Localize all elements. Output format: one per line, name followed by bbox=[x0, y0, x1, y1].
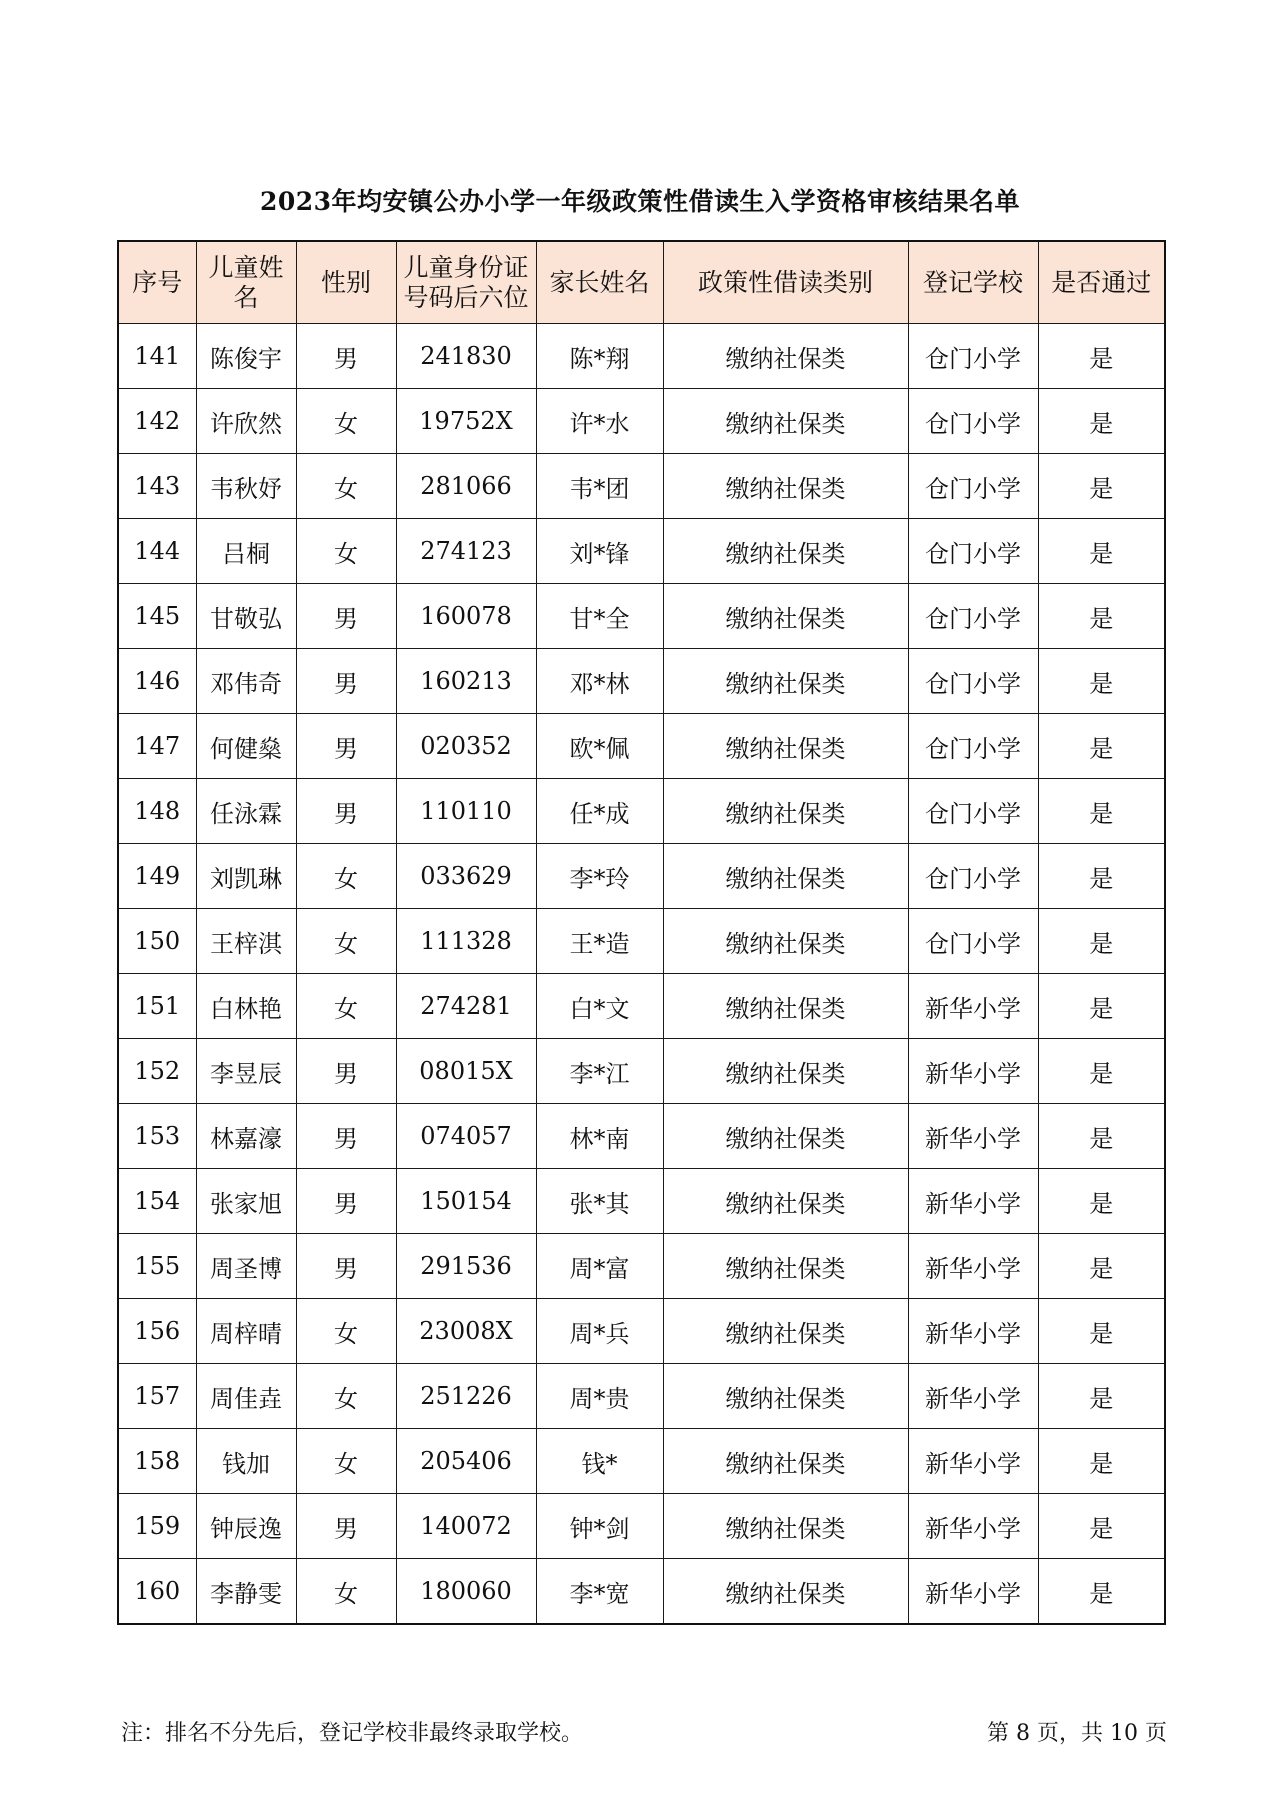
cell-category: 缴纳社保类 bbox=[663, 324, 908, 389]
cell-passed: 是 bbox=[1038, 1039, 1165, 1104]
table-row bbox=[118, 714, 1165, 779]
cell-child-name: 何健燊 bbox=[196, 714, 296, 779]
cell-id-suffix: 033629 bbox=[396, 844, 536, 909]
cell-category: 缴纳社保类 bbox=[663, 1234, 908, 1299]
cell-passed: 是 bbox=[1038, 1104, 1165, 1169]
cell-index: 156 bbox=[118, 1299, 196, 1364]
cell-school: 新华小学 bbox=[908, 1104, 1038, 1169]
table-row bbox=[118, 1104, 1165, 1169]
cell-passed: 是 bbox=[1038, 779, 1165, 844]
header-passed: 是否通过 bbox=[1038, 241, 1165, 324]
cell-category: 缴纳社保类 bbox=[663, 389, 908, 454]
cell-school: 新华小学 bbox=[908, 1039, 1038, 1104]
cell-index: 160 bbox=[118, 1559, 196, 1625]
cell-category: 缴纳社保类 bbox=[663, 1104, 908, 1169]
cell-gender: 男 bbox=[296, 714, 396, 779]
cell-gender: 男 bbox=[296, 584, 396, 649]
cell-id-suffix: 274281 bbox=[396, 974, 536, 1039]
cell-index: 146 bbox=[118, 649, 196, 714]
cell-index: 150 bbox=[118, 909, 196, 974]
cell-index: 143 bbox=[118, 454, 196, 519]
cell-parent-name: 林*南 bbox=[536, 1104, 663, 1169]
cell-child-name: 李静雯 bbox=[196, 1559, 296, 1625]
cell-passed: 是 bbox=[1038, 909, 1165, 974]
cell-school: 仓门小学 bbox=[908, 779, 1038, 844]
header-id-suffix bbox=[396, 241, 536, 324]
cell-category: 缴纳社保类 bbox=[663, 584, 908, 649]
cell-index: 152 bbox=[118, 1039, 196, 1104]
cell-index: 147 bbox=[118, 714, 196, 779]
table-row bbox=[118, 389, 1165, 454]
cell-id-suffix: 020352 bbox=[396, 714, 536, 779]
cell-passed: 是 bbox=[1038, 519, 1165, 584]
cell-id-suffix: 291536 bbox=[396, 1234, 536, 1299]
cell-passed: 是 bbox=[1038, 1364, 1165, 1429]
cell-gender: 女 bbox=[296, 1559, 396, 1625]
cell-gender: 女 bbox=[296, 389, 396, 454]
cell-id-suffix: 19752X bbox=[396, 389, 536, 454]
cell-gender: 男 bbox=[296, 1169, 396, 1234]
cell-passed: 是 bbox=[1038, 584, 1165, 649]
header-parent-name: 家长姓名 bbox=[536, 241, 663, 324]
cell-child-name: 韦秋妤 bbox=[196, 454, 296, 519]
cell-child-name: 张家旭 bbox=[196, 1169, 296, 1234]
table-row bbox=[118, 584, 1165, 649]
cell-gender: 男 bbox=[296, 1104, 396, 1169]
cell-school: 新华小学 bbox=[908, 1234, 1038, 1299]
cell-passed: 是 bbox=[1038, 454, 1165, 519]
cell-school: 仓门小学 bbox=[908, 649, 1038, 714]
table-row bbox=[118, 974, 1165, 1039]
cell-index: 145 bbox=[118, 584, 196, 649]
cell-parent-name: 韦*团 bbox=[536, 454, 663, 519]
cell-gender: 男 bbox=[296, 1234, 396, 1299]
cell-child-name: 林嘉濠 bbox=[196, 1104, 296, 1169]
cell-child-name: 吕桐 bbox=[196, 519, 296, 584]
cell-index: 151 bbox=[118, 974, 196, 1039]
table-row bbox=[118, 1494, 1165, 1559]
table-row bbox=[118, 844, 1165, 909]
cell-passed: 是 bbox=[1038, 714, 1165, 779]
table-row bbox=[118, 1169, 1165, 1234]
cell-passed: 是 bbox=[1038, 1169, 1165, 1234]
cell-school: 仓门小学 bbox=[908, 909, 1038, 974]
cell-parent-name: 周*贵 bbox=[536, 1364, 663, 1429]
cell-parent-name: 欧*佩 bbox=[536, 714, 663, 779]
cell-child-name: 钟辰逸 bbox=[196, 1494, 296, 1559]
cell-parent-name: 刘*锋 bbox=[536, 519, 663, 584]
document-title: 2023年均安镇公办小学一年级政策性借读生入学资格审核结果名单 bbox=[259, 187, 1021, 216]
cell-parent-name: 任*成 bbox=[536, 779, 663, 844]
cell-child-name: 白林艳 bbox=[196, 974, 296, 1039]
cell-parent-name: 李*宽 bbox=[536, 1559, 663, 1625]
cell-gender: 女 bbox=[296, 974, 396, 1039]
cell-category: 缴纳社保类 bbox=[663, 844, 908, 909]
cell-parent-name: 李*玲 bbox=[536, 844, 663, 909]
cell-index: 144 bbox=[118, 519, 196, 584]
header-index: 序号 bbox=[118, 241, 196, 324]
cell-category: 缴纳社保类 bbox=[663, 649, 908, 714]
header-category: 政策性借读类别 bbox=[663, 241, 908, 324]
cell-school: 新华小学 bbox=[908, 1494, 1038, 1559]
cell-parent-name: 周*兵 bbox=[536, 1299, 663, 1364]
table-row bbox=[118, 1039, 1165, 1104]
cell-passed: 是 bbox=[1038, 389, 1165, 454]
cell-category: 缴纳社保类 bbox=[663, 909, 908, 974]
table-row bbox=[118, 1429, 1165, 1494]
table-row bbox=[118, 1559, 1165, 1625]
cell-parent-name: 陈*翔 bbox=[536, 324, 663, 389]
header-id-suffix-line1: 儿童身份证 bbox=[403, 252, 529, 282]
cell-index: 149 bbox=[118, 844, 196, 909]
table-row bbox=[118, 909, 1165, 974]
cell-school: 新华小学 bbox=[908, 1429, 1038, 1494]
cell-school: 新华小学 bbox=[908, 1299, 1038, 1364]
cell-school: 新华小学 bbox=[908, 1559, 1038, 1625]
cell-index: 148 bbox=[118, 779, 196, 844]
cell-category: 缴纳社保类 bbox=[663, 1299, 908, 1364]
cell-gender: 女 bbox=[296, 909, 396, 974]
cell-gender: 女 bbox=[296, 1429, 396, 1494]
cell-passed: 是 bbox=[1038, 1299, 1165, 1364]
cell-category: 缴纳社保类 bbox=[663, 779, 908, 844]
cell-id-suffix: 205406 bbox=[396, 1429, 536, 1494]
cell-parent-name: 张*其 bbox=[536, 1169, 663, 1234]
table-row bbox=[118, 519, 1165, 584]
cell-gender: 女 bbox=[296, 1364, 396, 1429]
cell-index: 153 bbox=[118, 1104, 196, 1169]
cell-child-name: 甘敬弘 bbox=[196, 584, 296, 649]
cell-passed: 是 bbox=[1038, 324, 1165, 389]
cell-child-name: 王梓淇 bbox=[196, 909, 296, 974]
table-row bbox=[118, 779, 1165, 844]
header-id-suffix-line2: 号码后六位 bbox=[403, 282, 529, 312]
header-gender: 性别 bbox=[296, 241, 396, 324]
cell-id-suffix: 251226 bbox=[396, 1364, 536, 1429]
cell-parent-name: 白*文 bbox=[536, 974, 663, 1039]
cell-child-name: 许欣然 bbox=[196, 389, 296, 454]
page-number: 第 8 页，共 10 页 bbox=[987, 1721, 1167, 1746]
cell-id-suffix: 140072 bbox=[396, 1494, 536, 1559]
cell-child-name: 刘凯琳 bbox=[196, 844, 296, 909]
cell-gender: 女 bbox=[296, 1299, 396, 1364]
cell-child-name: 任泳霖 bbox=[196, 779, 296, 844]
cell-index: 154 bbox=[118, 1169, 196, 1234]
cell-passed: 是 bbox=[1038, 1234, 1165, 1299]
cell-category: 缴纳社保类 bbox=[663, 1039, 908, 1104]
cell-parent-name: 周*富 bbox=[536, 1234, 663, 1299]
cell-school: 仓门小学 bbox=[908, 584, 1038, 649]
cell-id-suffix: 23008X bbox=[396, 1299, 536, 1364]
cell-gender: 男 bbox=[296, 779, 396, 844]
table-row bbox=[118, 1364, 1165, 1429]
table-row bbox=[118, 1299, 1165, 1364]
cell-school: 新华小学 bbox=[908, 1169, 1038, 1234]
cell-index: 142 bbox=[118, 389, 196, 454]
cell-category: 缴纳社保类 bbox=[663, 519, 908, 584]
cell-index: 157 bbox=[118, 1364, 196, 1429]
cell-school: 仓门小学 bbox=[908, 389, 1038, 454]
cell-index: 158 bbox=[118, 1429, 196, 1494]
footer-note: 注：排名不分先后，登记学校非最终录取学校。 bbox=[121, 1721, 584, 1746]
header-school: 登记学校 bbox=[908, 241, 1038, 324]
cell-id-suffix: 08015X bbox=[396, 1039, 536, 1104]
cell-passed: 是 bbox=[1038, 844, 1165, 909]
cell-parent-name: 邓*林 bbox=[536, 649, 663, 714]
cell-school: 仓门小学 bbox=[908, 844, 1038, 909]
cell-id-suffix: 160078 bbox=[396, 584, 536, 649]
cell-passed: 是 bbox=[1038, 649, 1165, 714]
cell-id-suffix: 160213 bbox=[396, 649, 536, 714]
cell-gender: 女 bbox=[296, 844, 396, 909]
cell-index: 159 bbox=[118, 1494, 196, 1559]
cell-passed: 是 bbox=[1038, 974, 1165, 1039]
cell-child-name: 周圣博 bbox=[196, 1234, 296, 1299]
cell-child-name: 周梓晴 bbox=[196, 1299, 296, 1364]
cell-gender: 男 bbox=[296, 324, 396, 389]
cell-id-suffix: 110110 bbox=[396, 779, 536, 844]
header-child-name: 儿童姓名 bbox=[196, 241, 296, 324]
cell-school: 仓门小学 bbox=[908, 324, 1038, 389]
cell-child-name: 周佳垚 bbox=[196, 1364, 296, 1429]
cell-parent-name: 许*水 bbox=[536, 389, 663, 454]
cell-passed: 是 bbox=[1038, 1429, 1165, 1494]
cell-category: 缴纳社保类 bbox=[663, 1429, 908, 1494]
roster-table bbox=[117, 240, 1166, 1625]
cell-school: 新华小学 bbox=[908, 1364, 1038, 1429]
cell-id-suffix: 241830 bbox=[396, 324, 536, 389]
cell-category: 缴纳社保类 bbox=[663, 454, 908, 519]
cell-category: 缴纳社保类 bbox=[663, 1169, 908, 1234]
cell-index: 155 bbox=[118, 1234, 196, 1299]
cell-id-suffix: 074057 bbox=[396, 1104, 536, 1169]
table-row bbox=[118, 1234, 1165, 1299]
cell-passed: 是 bbox=[1038, 1559, 1165, 1625]
cell-gender: 女 bbox=[296, 519, 396, 584]
cell-child-name: 李昱辰 bbox=[196, 1039, 296, 1104]
cell-parent-name: 王*造 bbox=[536, 909, 663, 974]
cell-index: 141 bbox=[118, 324, 196, 389]
table-body bbox=[118, 324, 1165, 1625]
cell-school: 仓门小学 bbox=[908, 519, 1038, 584]
cell-gender: 女 bbox=[296, 454, 396, 519]
cell-child-name: 邓伟奇 bbox=[196, 649, 296, 714]
cell-school: 新华小学 bbox=[908, 974, 1038, 1039]
cell-child-name: 钱加 bbox=[196, 1429, 296, 1494]
cell-child-name: 陈俊宇 bbox=[196, 324, 296, 389]
cell-parent-name: 钱* bbox=[536, 1429, 663, 1494]
cell-id-suffix: 150154 bbox=[396, 1169, 536, 1234]
table-row bbox=[118, 454, 1165, 519]
cell-id-suffix: 274123 bbox=[396, 519, 536, 584]
cell-category: 缴纳社保类 bbox=[663, 974, 908, 1039]
cell-category: 缴纳社保类 bbox=[663, 1559, 908, 1625]
cell-id-suffix: 180060 bbox=[396, 1559, 536, 1625]
cell-parent-name: 李*江 bbox=[536, 1039, 663, 1104]
cell-parent-name: 甘*全 bbox=[536, 584, 663, 649]
cell-gender: 男 bbox=[296, 1039, 396, 1104]
cell-id-suffix: 281066 bbox=[396, 454, 536, 519]
cell-category: 缴纳社保类 bbox=[663, 714, 908, 779]
cell-school: 仓门小学 bbox=[908, 714, 1038, 779]
cell-id-suffix: 111328 bbox=[396, 909, 536, 974]
cell-passed: 是 bbox=[1038, 1494, 1165, 1559]
cell-gender: 男 bbox=[296, 1494, 396, 1559]
table-row bbox=[118, 324, 1165, 389]
cell-school: 仓门小学 bbox=[908, 454, 1038, 519]
cell-category: 缴纳社保类 bbox=[663, 1364, 908, 1429]
table-row bbox=[118, 649, 1165, 714]
table-header-row bbox=[118, 241, 1165, 324]
cell-parent-name: 钟*剑 bbox=[536, 1494, 663, 1559]
cell-category: 缴纳社保类 bbox=[663, 1494, 908, 1559]
cell-gender: 男 bbox=[296, 649, 396, 714]
